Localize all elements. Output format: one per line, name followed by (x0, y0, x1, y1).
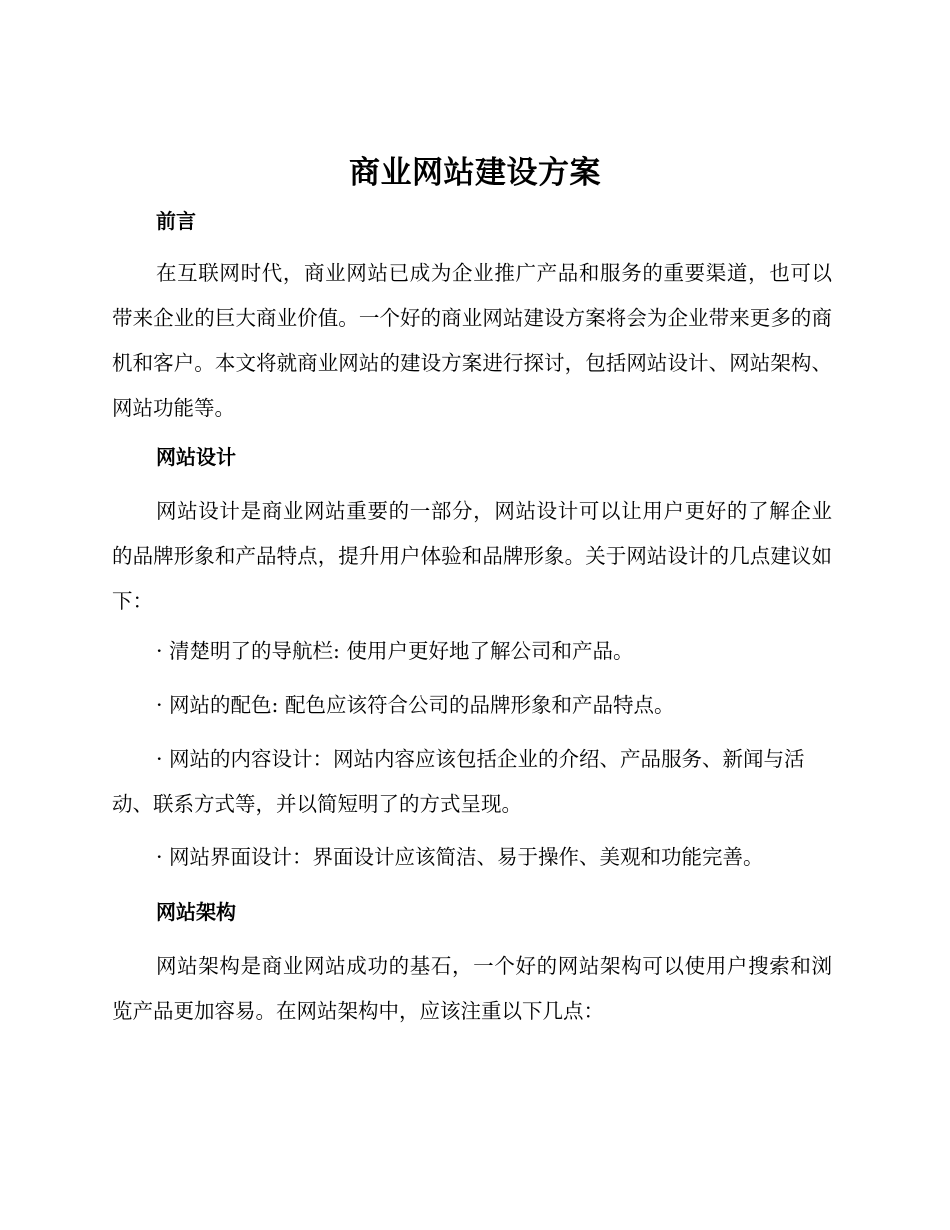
section-heading-website-architecture: 网站架构 (156, 900, 236, 924)
section-heading-preface: 前言 (156, 209, 196, 233)
bullet-navigation: · 清楚明了的导航栏: 使用户更好地了解公司和产品。 (156, 639, 634, 663)
bullet-color-scheme: · 网站的配色: 配色应该符合公司的品牌形象和产品特点。 (156, 693, 675, 717)
website-design-paragraph: 网站设计是商业网站重要的一部分，网站设计可以让用户更好的了解企业的品牌形象和产品特点，提升用户体验和品牌形象。关于网站设计的几点建议如下： (112, 499, 832, 613)
bullet-interface-design: · 网站界面设计：界面设计应该简洁、易于操作、美观和功能完善。 (156, 845, 764, 869)
preface-paragraph: 在互联网时代，商业网站已成为企业推广产品和服务的重要渠道，也可以带来企业的巨大商业价值。一个好的商业网站建设方案将会为企业带来更多的商机和客户。本文将就商业网站的建设方案进行探讨，包括网站设计、网站架构、网站功能等。 (112, 261, 832, 420)
section-heading-website-design: 网站设计 (156, 445, 236, 469)
bullet-content-design: · 网站的内容设计：网站内容应该包括企业的介绍、产品服务、新闻与活动、联系方式等，并以简短明了的方式呈现。 (112, 747, 805, 816)
website-architecture-paragraph: 网站架构是商业网站成功的基石，一个好的网站架构可以使用户搜索和浏览产品更加容易。在网站架构中，应该注重以下几点： (112, 954, 832, 1023)
document-title: 商业网站建设方案 (349, 155, 601, 191)
